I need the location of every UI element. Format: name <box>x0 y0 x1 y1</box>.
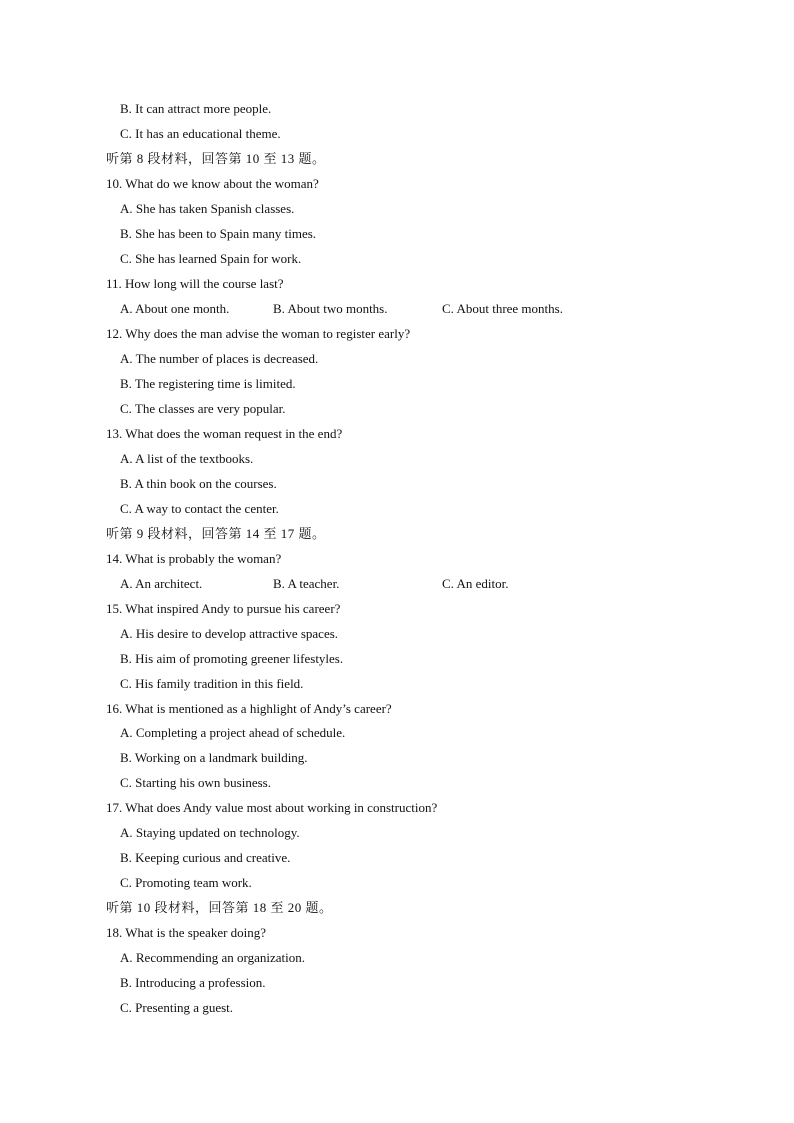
option-10c: C. She has learned Spain for work. <box>120 251 302 266</box>
option-11a: A. About one month. <box>120 301 230 316</box>
option-10a: A. She has taken Spanish classes. <box>120 201 295 216</box>
option-13a: A. A list of the textbooks. <box>120 451 254 466</box>
option-15a: A. His desire to develop attractive spaces. <box>120 626 339 641</box>
option-17a: A. Staying updated on technology. <box>120 825 300 840</box>
option-14a: A. An architect. <box>120 576 203 591</box>
question-11: 11. How long will the course last? <box>106 276 284 291</box>
question-13: 13. What does the woman request in the end? <box>106 426 343 441</box>
question-10: 10. What do we know about the woman? <box>106 176 319 191</box>
option-12a: A. The number of places is decreased. <box>120 351 319 366</box>
option-11c: C. About three months. <box>442 301 563 316</box>
question-12: 12. Why does the man advise the woman to register early? <box>106 326 411 341</box>
option-13c: C. A way to contact the center. <box>120 501 279 516</box>
option-15b: B. His aim of promoting greener lifestyles. <box>120 651 344 666</box>
question-16: 16. What is mentioned as a highlight of Andy’s career? <box>106 701 392 716</box>
option-11b: B. About two months. <box>273 301 388 316</box>
option-18c: C. Presenting a guest. <box>120 1000 234 1015</box>
option-16b: B. Working on a landmark building. <box>120 750 308 765</box>
option-10b: B. She has been to Spain many times. <box>120 226 317 241</box>
question-17: 17. What does Andy value most about working in construction? <box>106 800 438 815</box>
option-12b: B. The registering time is limited. <box>120 376 296 391</box>
question-15: 15. What inspired Andy to pursue his career? <box>106 601 341 616</box>
option-17b: B. Keeping curious and creative. <box>120 850 291 865</box>
option-13b: B. A thin book on the courses. <box>120 476 277 491</box>
option-12c: C. The classes are very popular. <box>120 401 286 416</box>
option-16c: C. Starting his own business. <box>120 775 271 790</box>
question-18: 18. What is the speaker doing? <box>106 925 267 940</box>
question-14: 14. What is probably the woman? <box>106 551 282 566</box>
option-14c: C. An editor. <box>442 576 509 591</box>
option-18b: B. Introducing a profession. <box>120 975 266 990</box>
option-9b: B. It can attract more people. <box>120 101 272 116</box>
option-9c: C. It has an educational theme. <box>120 126 281 141</box>
option-18a: A. Recommending an organization. <box>120 950 305 965</box>
option-15c: C. His family tradition in this field. <box>120 676 304 691</box>
section-heading-10: 听第 10 段材料，回答第 18 至 20 题。 <box>106 900 333 915</box>
section-heading-8: 听第 8 段材料，回答第 10 至 13 题。 <box>106 151 326 166</box>
option-16a: A. Completing a project ahead of schedule. <box>120 725 346 740</box>
option-17c: C. Promoting team work. <box>120 875 252 890</box>
option-14b: B. A teacher. <box>273 576 340 591</box>
section-heading-9: 听第 9 段材料，回答第 14 至 17 题。 <box>106 526 326 541</box>
